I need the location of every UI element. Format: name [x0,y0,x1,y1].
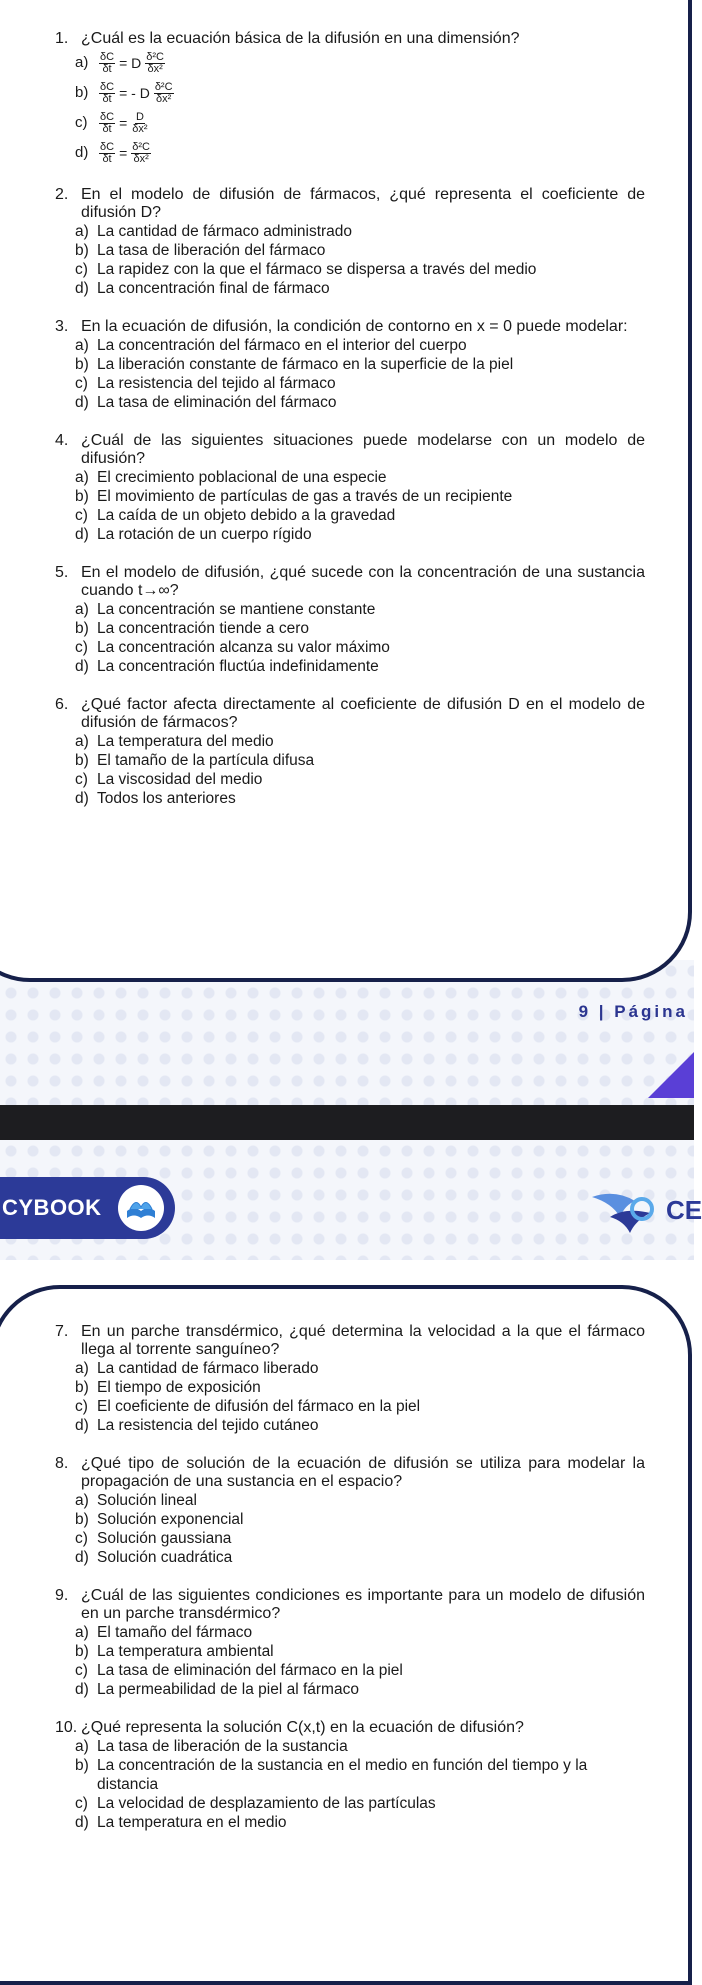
option-letter: c) [75,507,88,524]
option-text: El coeficiente de difusión del fármaco en la piel [97,1398,421,1415]
answer-option [75,1737,645,1756]
question-list [55,1323,645,1852]
answer-option [75,1510,645,1529]
formula-option [75,108,645,138]
answer-option [75,1794,645,1813]
option-letter: c) [75,771,88,788]
fraction-denominator: δt [102,62,112,75]
answer-options [55,222,645,298]
option-letter: b) [75,488,89,505]
option-letter: c) [75,1398,88,1415]
answer-option [75,260,645,279]
answer-option [75,1813,645,1832]
fraction-denominator: δx² [156,92,172,105]
question-number: 4. [55,432,69,449]
answer-option [75,279,645,298]
fraction-numerator: D [135,110,144,123]
answer-options [55,468,645,544]
question-item [55,1587,645,1699]
option-letter: a) [75,1738,89,1755]
option-text: La tasa de eliminación del fármaco [97,394,337,411]
answer-option [75,770,645,789]
formula-rhs [131,142,151,165]
fraction-denominator: δx² [147,62,163,75]
option-text: La tasa de eliminación del fármaco en la piel [97,1662,403,1679]
fraction-numerator: δC [100,140,115,153]
formula-option [75,78,645,108]
question-number: 10. [55,1719,78,1736]
option-text: La cantidad de fármaco administrado [97,223,353,240]
formula-option [75,48,645,78]
fraction-denominator: δt [102,122,112,135]
answer-option [75,374,645,393]
option-letter: c) [75,261,88,278]
answer-option [75,657,645,676]
question-list [55,30,645,828]
answer-option [75,1529,645,1548]
question-text: ¿Cuál es la ecuación básica de la difusión en una dimensión? [81,30,520,47]
option-letter: b) [75,242,89,259]
option-letter: d) [75,144,89,161]
option-text: La resistencia del tejido cutáneo [97,1417,319,1434]
fraction-denominator: δt [102,152,112,165]
question-item [55,186,645,298]
formula-option [75,138,645,168]
question-number: 6. [55,696,69,713]
answer-option [75,468,645,487]
question-number: 3. [55,318,69,335]
answer-option [75,789,645,808]
answer-option [75,638,645,657]
answer-option [75,1548,645,1567]
fraction-numerator: δC [100,110,115,123]
answer-option [75,1378,645,1397]
fraction-denominator: δt [102,92,112,105]
question-item [55,564,645,676]
fraction-numerator: δ²C [132,140,150,153]
option-letter: d) [75,790,89,807]
option-text: La concentración de la sustancia en el medio en función del tiempo y la distancia [97,1757,588,1793]
option-letter: d) [75,1681,89,1698]
formula-options [55,48,645,168]
answer-option [75,1642,645,1661]
fraction-numerator: δ²C [154,80,173,93]
option-text: La temperatura ambiental [97,1643,274,1660]
formula-lhs [99,112,115,135]
answer-option [75,355,645,374]
formula-rhs [145,52,165,75]
option-letter: c) [75,1530,88,1547]
answer-option [75,619,645,638]
option-letter: b) [75,1757,89,1774]
formula-lhs [99,142,115,165]
formula-operator: = D [119,55,142,71]
question-text: ¿Cuál de las siguientes condiciones es importante para un modelo de difusión en un parche transdérmico? [81,1587,645,1622]
option-text: La liberación constante de fármaco en la superficie de la piel [97,356,514,373]
option-text: El tamaño de la partícula difusa [97,752,315,769]
answer-option [75,1416,645,1435]
answer-option [75,393,645,412]
fraction-numerator: δC [100,50,115,63]
option-text: La caída de un objeto debido a la gravedad [97,507,396,524]
answer-options [55,600,645,676]
option-text: La concentración alcanza su valor máximo [97,639,390,656]
option-text: La viscosidad del medio [97,771,263,788]
fraction-numerator: δC [100,80,115,93]
option-letter: d) [75,658,89,675]
question-text: ¿Qué factor afecta directamente al coeficiente de difusión D en el modelo de difusión de fármacos? [81,696,645,731]
answer-option [75,1359,645,1378]
answer-option [75,222,645,241]
option-letter: b) [75,1511,89,1528]
option-text: La tasa de liberación de la sustancia [97,1738,348,1755]
option-letter: b) [75,84,89,101]
answer-options [55,1359,645,1435]
question-item [55,1719,645,1832]
option-text: Solución lineal [97,1492,197,1509]
page-number: 9 | Página [578,1002,688,1021]
answer-options [55,1491,645,1567]
answer-option [75,600,645,619]
option-text: El tiempo de exposición [97,1379,261,1396]
option-letter: b) [75,620,89,637]
formula-rhs [154,82,174,105]
option-letter: d) [75,280,89,297]
option-text: El movimiento de partículas de gas a través de un recipiente [97,488,513,505]
option-letter: d) [75,526,89,543]
question-text: ¿Qué representa la solución C(x,t) en la ecuación de difusión? [81,1719,524,1736]
fraction-numerator: δ²C [146,50,164,63]
option-letter: a) [75,1360,89,1377]
answer-option [75,1491,645,1510]
option-letter: a) [75,601,89,618]
question-item [55,1323,645,1435]
question-number: 2. [55,186,69,203]
question-number: 1. [55,30,69,47]
option-letter: d) [75,1814,89,1831]
fraction-denominator: δx² [132,122,148,135]
option-text: La permeabilidad de la piel al fármaco [97,1681,359,1698]
fraction-denominator: δx² [133,152,149,165]
question-item [55,318,645,412]
option-text: Todos los anteriores [97,790,236,807]
option-text: El crecimiento poblacional de una especie [97,469,387,486]
formula-lhs [99,52,115,75]
option-text: La concentración del fármaco en el interior del cuerpo [97,337,467,354]
formula-operator: = - D [119,85,150,101]
option-text: La rapidez con la que el fármaco se dispersa a través del medio [97,261,537,278]
option-text: La concentración tiende a cero [97,620,309,637]
question-1 [55,30,645,168]
question-number: 8. [55,1455,69,1472]
book-logo-icon [118,1185,164,1231]
question-text: En el modelo de difusión, ¿qué sucede con la concentración de una sustancia cuando t→∞? [81,564,645,599]
formula-operator: = [119,145,128,161]
option-letter: a) [75,1492,89,1509]
option-letter: c) [75,639,88,656]
question-item [55,1455,645,1567]
option-letter: a) [75,1624,89,1641]
answer-option [75,336,645,355]
question-number: 5. [55,564,69,581]
answer-options [55,1623,645,1699]
answer-option [75,732,645,751]
answer-option [75,1756,645,1794]
option-letter: b) [75,1643,89,1660]
question-text: ¿Qué tipo de solución de la ecuación de difusión se utiliza para modelar la propagación de una sustancia en el espacio? [81,1455,645,1490]
option-letter: a) [75,337,89,354]
option-text: La temperatura en el medio [97,1814,287,1831]
formula-rhs [131,112,148,135]
option-letter: d) [75,394,89,411]
answer-option [75,506,645,525]
option-text: Solución exponencial [97,1511,244,1528]
formula-lhs [99,82,115,105]
question-number: 9. [55,1587,69,1604]
question-text: En un parche transdérmico, ¿qué determina la velocidad a la que el fármaco llega al torrente sanguíneo? [81,1323,645,1358]
option-letter: d) [75,1417,89,1434]
option-letter: c) [75,375,88,392]
answer-options [55,732,645,808]
option-letter: a) [75,223,89,240]
option-text: La concentración final de fármaco [97,280,330,297]
option-text: Solución gaussiana [97,1530,232,1547]
question-text: En la ecuación de difusión, la condición de contorno en x = 0 puede modelar: [81,318,628,335]
question-item [55,696,645,808]
answer-option [75,241,645,260]
option-text: La concentración se mantiene constante [97,601,376,618]
corner-triangle-decoration [648,1052,694,1098]
question-text: En el modelo de difusión de fármacos, ¿qué representa el coeficiente de difusión D? [81,186,645,221]
option-text: Solución cuadrática [97,1549,233,1566]
option-letter: d) [75,1549,89,1566]
answer-option [75,525,645,544]
question-number: 7. [55,1323,69,1340]
option-text: La concentración fluctúa indefinidamente [97,658,379,675]
option-letter: a) [75,469,89,486]
right-brand-icon [590,1187,660,1235]
option-letter: c) [75,1795,88,1812]
answer-options [55,1737,645,1832]
option-letter: a) [75,54,89,71]
option-text: La tasa de liberación del fármaco [97,242,326,259]
answer-option [75,1623,645,1642]
brand-logo-text: CYBOOK [2,1195,102,1220]
option-text: La rotación de un cuerpo rígido [97,526,312,543]
option-letter: a) [75,733,89,750]
option-text: La resistencia del tejido al fármaco [97,375,336,392]
question-item [55,432,645,544]
answer-option [75,487,645,506]
option-text: La velocidad de desplazamiento de las partículas [97,1795,436,1812]
option-letter: b) [75,1379,89,1396]
option-text: La temperatura del medio [97,733,274,750]
option-letter: c) [75,1662,88,1679]
question-text: ¿Cuál de las siguientes situaciones puede modelarse con un modelo de difusión? [81,432,645,467]
page-separator-bar [0,1105,694,1140]
answer-option [75,1397,645,1416]
option-text: El tamaño del fármaco [97,1624,253,1641]
answer-option [75,751,645,770]
page-10 [0,1105,702,1884]
answer-options [55,336,645,412]
answer-option [75,1680,645,1699]
option-letter: c) [75,114,88,131]
option-letter: b) [75,356,89,373]
option-text: La cantidad de fármaco liberado [97,1360,319,1377]
answer-option [75,1661,645,1680]
formula-operator: = [119,115,128,131]
right-brand-text: CE [666,1195,702,1225]
option-letter: b) [75,752,89,769]
